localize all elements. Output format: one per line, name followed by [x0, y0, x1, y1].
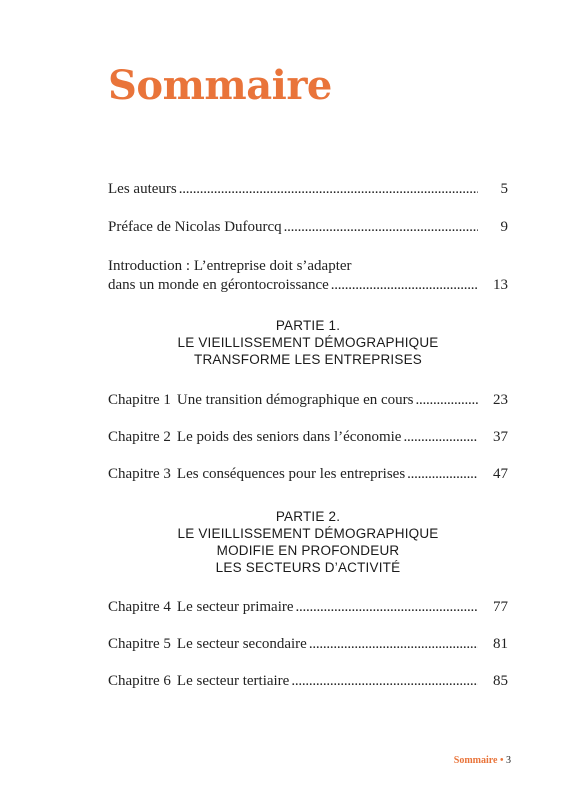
toc-entry-chapter-5[interactable]: [108, 635, 508, 654]
toc-page-number: 81: [493, 636, 508, 652]
toc-entry-preface[interactable]: [108, 218, 508, 237]
toc-entry-label: Les auteurs: [108, 181, 177, 197]
toc-entry-chapter-4[interactable]: [108, 598, 508, 617]
page-title: Sommaire: [108, 62, 332, 109]
page-footer: [454, 755, 511, 766]
dot-leader: [309, 635, 478, 654]
dot-leader: [291, 672, 478, 691]
chapter-number: Chapitre 1: [108, 392, 171, 408]
part-label: PARTIE 2.: [275, 509, 341, 524]
dot-leader: [407, 465, 478, 484]
chapter-title: Une transition démographique en cours: [176, 392, 414, 408]
toc-page-number: 9: [500, 219, 508, 235]
toc-entry-introduction[interactable]: [108, 257, 508, 295]
part-title-line: LES SECTEURS D’ACTIVITÉ: [215, 560, 401, 575]
chapter-title: Les conséquences pour les entreprises: [176, 466, 406, 482]
toc-page-number: 77: [493, 599, 508, 615]
bullet-separator: •: [499, 755, 504, 766]
toc-entry-authors[interactable]: [108, 180, 508, 199]
toc-page-number: 13: [493, 277, 508, 293]
chapter-title: Le secteur tertiaire: [176, 673, 290, 689]
toc-page-number: 47: [493, 466, 508, 482]
part-1-heading: [108, 317, 508, 368]
part-label: PARTIE 1.: [275, 318, 341, 333]
toc-page-number: 23: [493, 392, 508, 408]
chapter-title: Le secteur primaire: [176, 599, 294, 615]
chapter-title: Le secteur secondaire: [176, 636, 307, 652]
part-title-line: LE VIEILLISSEMENT DÉMOGRAPHIQUE: [177, 335, 439, 350]
dot-leader: [331, 276, 478, 295]
part-title-line: MODIFIE EN PROFONDEUR: [216, 543, 400, 558]
part-title-line: LE VIEILLISSEMENT DÉMOGRAPHIQUE: [177, 526, 439, 541]
chapter-number: Chapitre 6: [108, 673, 171, 689]
dot-leader: [179, 180, 478, 199]
dot-leader: [416, 391, 478, 410]
toc-page-number: 5: [500, 181, 508, 197]
dot-leader: [284, 218, 478, 237]
toc-entry-chapter-6[interactable]: [108, 672, 508, 691]
chapter-number: Chapitre 2: [108, 429, 171, 445]
chapter-number: Chapitre 3: [108, 466, 171, 482]
toc-entry-label-line2: dans un monde en gérontocroissance: [108, 277, 329, 293]
toc-page-number: 85: [493, 673, 508, 689]
toc-page-number: 37: [493, 429, 508, 445]
toc-entry-label: Préface de Nicolas Dufourcq: [108, 219, 282, 235]
chapter-number: Chapitre 4: [108, 599, 171, 615]
dot-leader: [403, 428, 478, 447]
chapter-number: Chapitre 5: [108, 636, 171, 652]
toc-entry-chapter-3[interactable]: [108, 465, 508, 484]
footer-page-number: 3: [506, 755, 511, 766]
toc-entry-chapter-2[interactable]: [108, 428, 508, 447]
part-title-line: TRANSFORME LES ENTREPRISES: [194, 352, 422, 367]
toc-entry-chapter-1[interactable]: [108, 391, 508, 410]
toc-entry-label-line1: Introduction : L’entreprise doit s’adapter: [108, 258, 352, 274]
dot-leader: [296, 598, 478, 617]
part-2-heading: [108, 508, 508, 576]
chapter-title: Le poids des seniors dans l’économie: [176, 429, 402, 445]
footer-label: Sommaire: [453, 755, 498, 766]
